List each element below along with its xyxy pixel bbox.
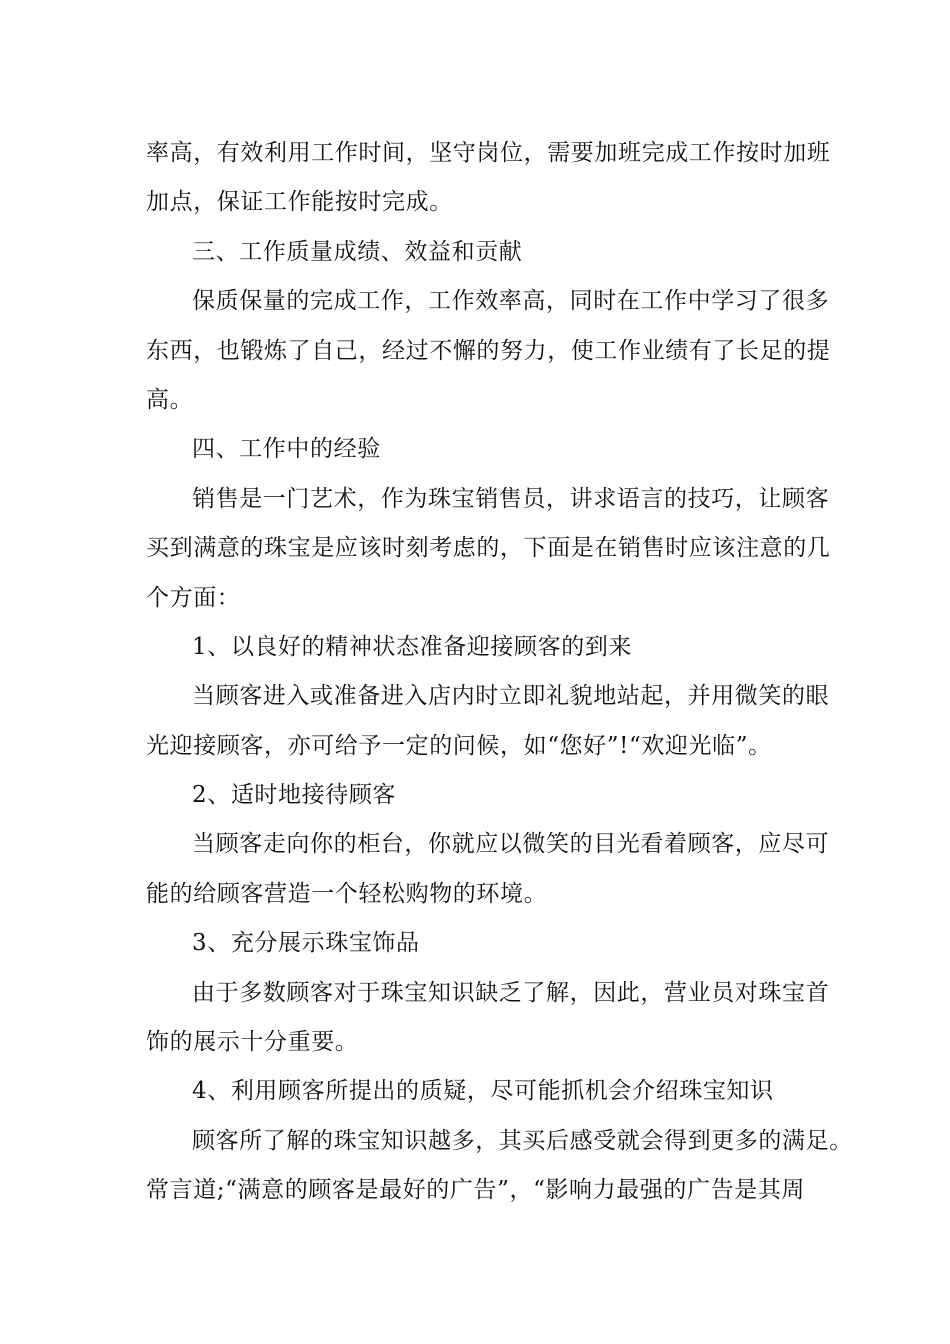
text-line: 买到满意的珠宝是应该时刻考虑的，下面是在销售时应该注意的几 [146, 535, 831, 562]
section-heading: 三、工作质量成绩、效益和贡献 [192, 238, 523, 265]
text-line: 率高，有效利用工作时间，坚守岗位，需要加班完成工作按时加班 [146, 140, 831, 166]
text-line: 当顾客走向你的柜台，你就应以微笑的目光看着顾客，应尽可 [192, 831, 830, 858]
list-heading: 3、充分展示珠宝饰品 [192, 930, 420, 957]
text-line: 由于多数顾客对于珠宝知识缺乏了解，因此，营业员对珠宝首 [192, 979, 830, 1006]
text-line: 销售是一门艺术，作为珠宝销售员，讲求语言的技巧，让顾客 [192, 485, 830, 512]
text-line: 能的给顾客营造一个轻松购物的环境。 [146, 880, 548, 907]
text-line: 当顾客进入或准备进入店内时立即礼貌地站起，并用微笑的眼 [192, 683, 830, 710]
text-line: 东西，也锻炼了自己，经过不懈的努力，使工作业绩有了长足的提 [146, 337, 831, 364]
text-line: 个方面： [146, 584, 241, 611]
text-line: 顾客所了解的珠宝知识越多，其买后感受就会得到更多的满足。 [192, 1127, 853, 1154]
list-heading: 2、适时地接待顾客 [192, 782, 397, 809]
section-heading: 四、工作中的经验 [192, 436, 381, 463]
document-body [146, 129, 853, 1216]
text-line: 保质保量的完成工作，工作效率高，同时在工作中学习了很多 [192, 288, 830, 315]
text-line: 光迎接顾客，亦可给予一定的问候，如“您好”!“欢迎光临”。 [146, 732, 772, 759]
text-line: 加点，保证工作能按时完成。 [146, 189, 453, 216]
text-line: 高。 [146, 386, 194, 413]
list-heading: 1、以良好的精神状态准备迎接顾客的到来 [192, 633, 633, 660]
text-line: 饰的展示十分重要。 [146, 1029, 359, 1056]
text-line: 常言道;“满意的顾客是最好的广告”，“影响力最强的广告是其周 [146, 1177, 806, 1204]
list-heading: 4、利用顾客所提出的质疑，尽可能抓机会介绍珠宝知识 [192, 1078, 774, 1105]
